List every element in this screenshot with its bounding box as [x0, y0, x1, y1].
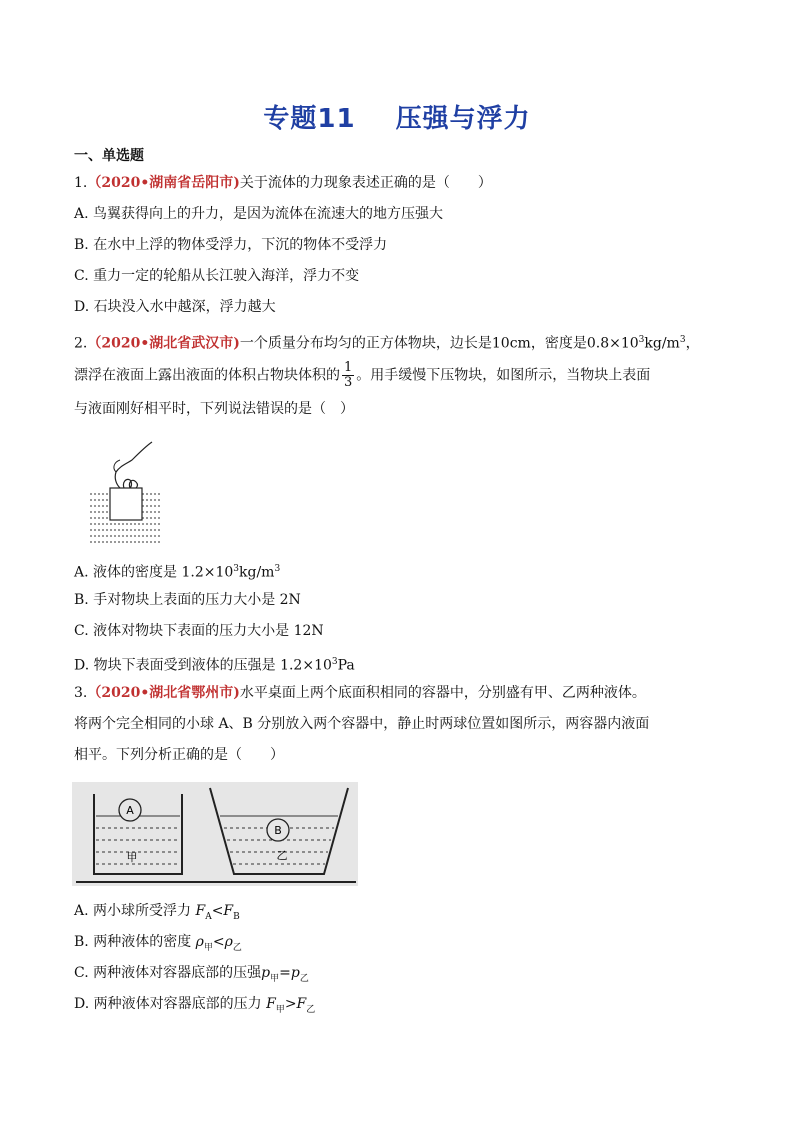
q2-stem-line1	[74, 330, 700, 354]
q3-stem-line1	[74, 683, 646, 703]
q2-option-d	[74, 652, 355, 676]
q2-number: 2.	[74, 335, 88, 352]
q3-number: 3.	[74, 685, 88, 701]
subscript: 乙	[232, 942, 242, 953]
figure-two-containers	[72, 782, 358, 886]
symbol: F	[223, 903, 234, 919]
subscript: A	[205, 911, 212, 922]
q1-option-c: C. 重力一定的轮船从长江驶入海洋，浮力不变	[74, 268, 360, 284]
symbol: ρ	[224, 934, 233, 950]
q3-option-d	[74, 994, 315, 1020]
q1-option-a: A. 鸟翼获得向上的升力，是因为流体在流速大的地方压强大	[74, 206, 444, 222]
q2-stem-line2	[74, 361, 650, 390]
subscript: 乙	[299, 973, 309, 984]
q3-option-c	[74, 963, 309, 989]
q2-option-b: B. 手对物块上表面的压力大小是 2N	[74, 592, 301, 608]
q3-stem-line2: 将两个完全相同的小球 A、B 分别放入两个容器中，静止时两球位置如图所示，两容器内液面	[74, 716, 650, 732]
liquid-yi-label: 乙	[276, 849, 288, 862]
q2-text-part: 。用手缓慢下压物块，如图所示，当物块上表面	[356, 367, 651, 384]
fraction-denominator: 3	[344, 375, 353, 390]
q1-option-d: D. 石块没入水中越深，浮力越大	[74, 299, 276, 315]
q2-option-d-text: D. 物块下表面受到液体的压强是 1.2×10	[74, 657, 332, 674]
q1-option-b: B. 在水中上浮的物体受浮力，下沉的物体不受浮力	[74, 237, 388, 253]
q2-option-a-unit-exponent: 3	[274, 564, 281, 574]
q2-punct: ，	[685, 335, 700, 352]
q2-text-part: 一个质量分布均匀的正方体物块，边长是10cm，密度是0.8×10	[239, 335, 639, 352]
operator: <	[212, 934, 225, 950]
subscript: 甲	[275, 1004, 285, 1015]
q1-stem	[74, 173, 492, 193]
q2-unit-exponent: 3	[679, 335, 686, 345]
q2-option-d-exponent: 3	[331, 657, 338, 667]
operator: <	[211, 903, 224, 919]
q2-option-c: C. 液体对物块下表面的压力大小是 12N	[74, 623, 324, 639]
page-title	[0, 98, 794, 135]
q3-option-a	[74, 901, 240, 927]
q2-exponent: 3	[638, 335, 645, 345]
liquid-jia-label: 甲	[126, 851, 138, 864]
q3-stem-line3: 相平。下列分析正确的是（ ）	[74, 747, 284, 763]
q3-text-part: 水平桌面上两个底面积相同的容器中，分别盛有甲、乙两种液体。	[239, 685, 646, 701]
q1-text: 关于流体的力现象表述正确的是（ ）	[239, 175, 492, 191]
symbol: ρ	[195, 934, 204, 950]
q2-stem-line3: 与液面刚好相平时，下列说法错误的是（ ）	[74, 401, 354, 417]
subscript: 甲	[203, 942, 213, 953]
q2-option-a-unit: kg/m	[239, 564, 275, 581]
operator: >	[284, 996, 297, 1012]
subscript: B	[233, 911, 240, 922]
ball-b-label: B	[274, 824, 282, 837]
operator: =	[279, 965, 291, 981]
q2-unit: kg/m	[644, 335, 680, 352]
q2-option-d-unit: Pa	[337, 657, 355, 674]
fraction-numerator: 1	[344, 360, 353, 375]
q2-option-a	[74, 559, 280, 583]
q1-number: 1.	[74, 175, 88, 191]
symbol: F	[195, 903, 206, 919]
fraction	[342, 361, 354, 390]
symbol: F	[266, 996, 276, 1012]
q3-option-b	[74, 932, 242, 958]
subscript: 乙	[306, 1004, 316, 1015]
q2-option-a-exponent: 3	[233, 564, 240, 574]
ball-a-label: A	[126, 804, 134, 817]
symbol: F	[296, 996, 307, 1012]
symbol: p	[261, 965, 271, 981]
title-topic-number: 专题11	[263, 104, 356, 134]
q2-option-a-text: A. 液体的密度是 1.2×10	[74, 564, 234, 581]
q3-option-a-text: A. 两小球所受浮力	[74, 903, 196, 919]
q1-source: （2020•湖南省岳阳市)	[87, 175, 240, 191]
subscript: 甲	[270, 973, 280, 984]
section-heading: 一、单选题	[74, 148, 144, 164]
q3-source: （2020•湖北省鄂州市)	[87, 685, 240, 701]
q3-option-d-text: D. 两种液体对容器底部的压力	[74, 996, 267, 1012]
q2-text-part: 漂浮在液面上露出液面的体积占物块体积的	[74, 367, 340, 384]
title-topic-name: 压强与浮力	[395, 104, 531, 134]
q3-option-c-text: C. 两种液体对容器底部的压强	[74, 965, 262, 981]
q2-source: （2020•湖北省武汉市)	[87, 335, 240, 352]
figure-hand-pressing-block	[86, 438, 166, 546]
q3-option-b-text: B. 两种液体的密度	[74, 934, 196, 950]
symbol: p	[290, 965, 300, 981]
